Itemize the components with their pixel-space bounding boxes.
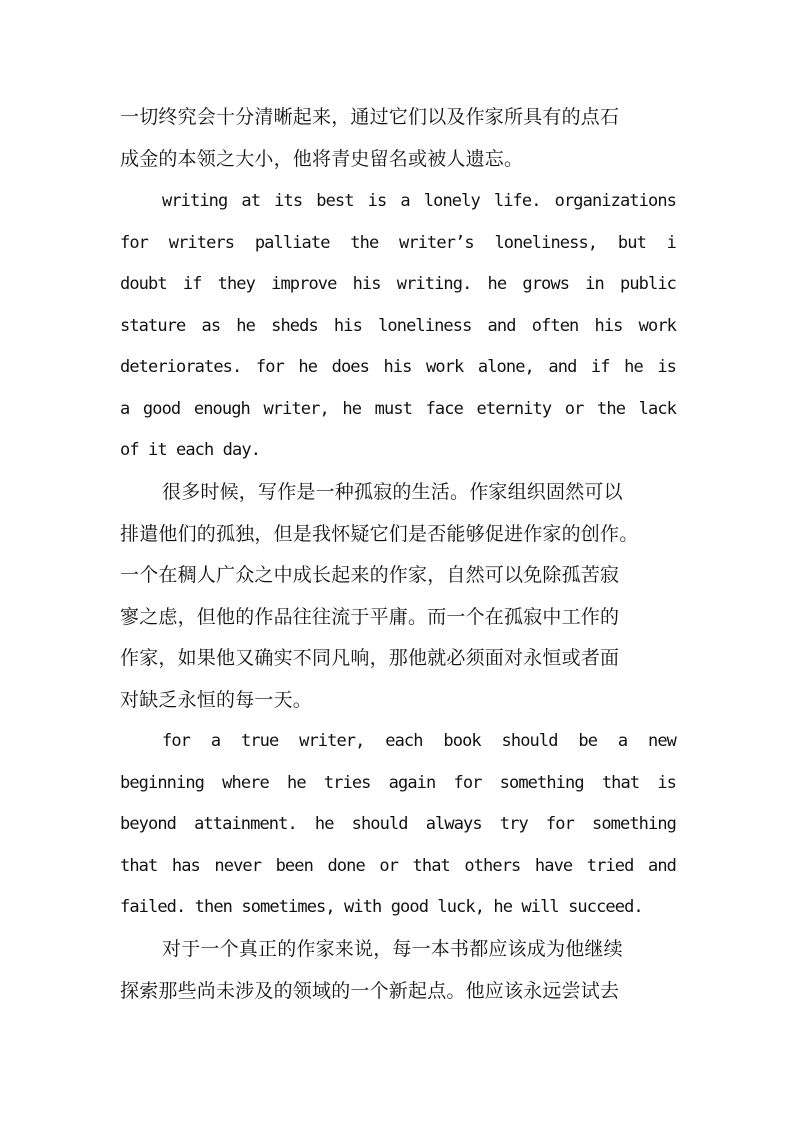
- text-line: 成金的本领之大小，他将青史留名或被人遗忘。: [120, 147, 524, 170]
- text-line: 作家，如果他又确实不同凡响，那他就必须面对永恒或者面: [120, 647, 620, 669]
- text-line: 排遣他们的孤独，但是我怀疑它们是否能够促进作家的创作。: [120, 522, 639, 545]
- paragraph-en-2: [120, 721, 676, 929]
- text-line: 一切终究会十分清晰起来，通过它们以及作家所具有的点石: [120, 106, 620, 128]
- text-line: a good enough writer, he must face eternity or the lack: [120, 398, 676, 419]
- text-line: 一个在稠人广众之中成长起来的作家，自然可以免除孤苦寂: [120, 564, 620, 586]
- text-line: beyond attainment. he should always try for something: [120, 814, 676, 834]
- text-line: failed. then sometimes, with good luck, he will succeed.: [120, 897, 643, 917]
- paragraph-zh-1: [120, 97, 676, 180]
- text-line: 对缺乏永恒的每一天。: [120, 688, 313, 711]
- text-line: beginning where he tries again for something that is: [120, 772, 676, 793]
- text-line: deteriorates. for he does his work alone, and if he is: [120, 357, 676, 377]
- text-line: 很多时候，写作是一种孤寂的生活。作家组织固然可以: [162, 481, 623, 503]
- text-line: 探索那些尚未涉及的领域的一个新起点。他应该永远尝试去: [120, 979, 620, 1002]
- text-line: doubt if they improve his writing. he grows in public: [120, 274, 676, 294]
- text-line: writing at its best is a lonely life. organizations: [162, 191, 676, 211]
- paragraph-zh-3: [120, 929, 676, 1012]
- text-line: 对于一个真正的作家来说，每一本书都应该成为他继续: [162, 938, 623, 960]
- paragraph-en-1: [120, 181, 676, 472]
- text-line: for writers palliate the writer’s loneliness, but i: [120, 232, 676, 253]
- text-line: for a true writer, each book should be a new: [162, 731, 676, 751]
- text-line: stature as he sheds his loneliness and often his work: [120, 315, 676, 336]
- text-line: of it each day.: [120, 440, 261, 460]
- paragraph-zh-2: [120, 472, 676, 721]
- text-line: 寥之虑，但他的作品往往流于平庸。而一个在孤寂中工作的: [120, 605, 620, 628]
- text-line: that has never been done or that others have tried and: [120, 855, 676, 876]
